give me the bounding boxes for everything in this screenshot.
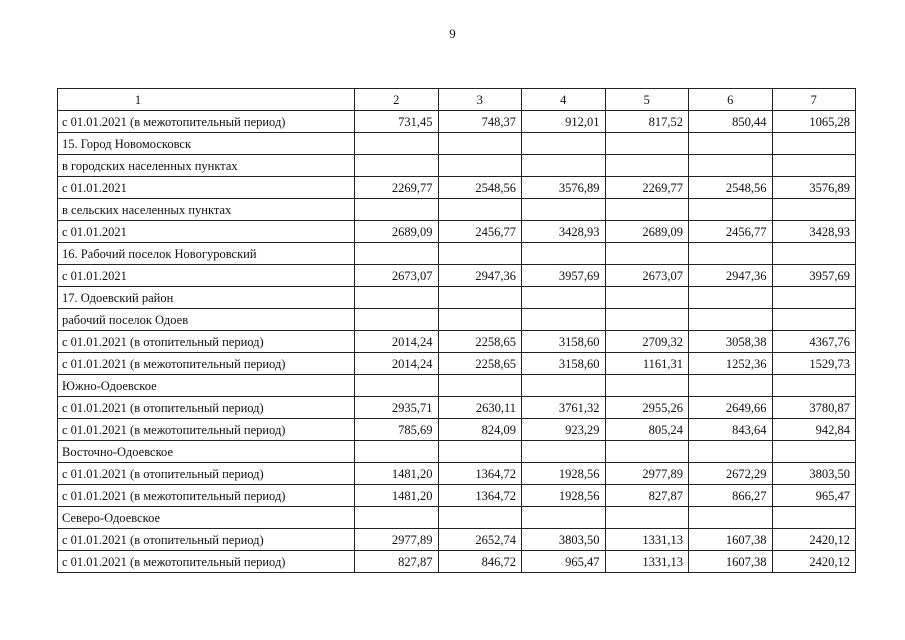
value-cell: 2652,74	[438, 529, 522, 551]
value-cell: 846,72	[438, 551, 522, 573]
tariff-table	[57, 88, 856, 573]
row-label-cell: с 01.01.2021	[58, 265, 355, 287]
value-cell: 4367,76	[772, 331, 856, 353]
value-cell: 1161,31	[605, 353, 689, 375]
value-cell: 1364,72	[438, 485, 522, 507]
value-cell: 2548,56	[689, 177, 773, 199]
value-cell: 1529,73	[772, 353, 856, 375]
value-cell: 912,01	[522, 111, 606, 133]
table-body	[58, 89, 856, 573]
value-cell: 3576,89	[522, 177, 606, 199]
row-label-cell: 15. Город Новомосковск	[58, 133, 355, 155]
value-cell	[438, 243, 522, 265]
value-cell: 817,52	[605, 111, 689, 133]
value-cell	[438, 199, 522, 221]
value-cell	[772, 441, 856, 463]
value-cell: 2955,26	[605, 397, 689, 419]
value-cell	[605, 441, 689, 463]
table-row	[58, 529, 856, 551]
value-cell	[689, 287, 773, 309]
value-cell: 2258,65	[438, 331, 522, 353]
table-row	[58, 309, 856, 331]
value-cell	[522, 309, 606, 331]
table-row	[58, 441, 856, 463]
value-cell	[689, 507, 773, 529]
value-cell	[689, 441, 773, 463]
value-cell: 1928,56	[522, 463, 606, 485]
value-cell	[355, 199, 439, 221]
value-cell: 731,45	[355, 111, 439, 133]
value-cell	[522, 199, 606, 221]
value-cell	[355, 375, 439, 397]
value-cell: 2269,77	[605, 177, 689, 199]
value-cell: 785,69	[355, 419, 439, 441]
value-cell: 1481,20	[355, 485, 439, 507]
value-cell: 1607,38	[689, 551, 773, 573]
table-row	[58, 177, 856, 199]
value-cell	[605, 507, 689, 529]
table-row	[58, 243, 856, 265]
value-cell: 2672,29	[689, 463, 773, 485]
value-cell: 3761,32	[522, 397, 606, 419]
value-cell: 824,09	[438, 419, 522, 441]
value-cell	[772, 287, 856, 309]
row-label-cell: с 01.01.2021 (в отопительный период)	[58, 529, 355, 551]
value-cell: 2977,89	[605, 463, 689, 485]
table-row	[58, 155, 856, 177]
value-cell: 1364,72	[438, 463, 522, 485]
value-cell: 3957,69	[522, 265, 606, 287]
value-cell: 2420,12	[772, 529, 856, 551]
value-cell	[522, 243, 606, 265]
value-cell: 2935,71	[355, 397, 439, 419]
header-cell: 1	[58, 89, 355, 111]
table-row	[58, 331, 856, 353]
value-cell: 827,87	[605, 485, 689, 507]
value-cell: 843,64	[689, 419, 773, 441]
value-cell: 2456,77	[689, 221, 773, 243]
value-cell: 2673,07	[355, 265, 439, 287]
table-row	[58, 199, 856, 221]
value-cell: 3428,93	[522, 221, 606, 243]
value-cell: 2947,36	[438, 265, 522, 287]
page-number: 9	[449, 26, 456, 41]
table-row	[58, 133, 856, 155]
table-row	[58, 507, 856, 529]
value-cell: 3158,60	[522, 331, 606, 353]
value-cell	[689, 155, 773, 177]
row-label-cell: в городских населенных пунктах	[58, 155, 355, 177]
table-row	[58, 375, 856, 397]
value-cell	[438, 441, 522, 463]
value-cell: 3957,69	[772, 265, 856, 287]
row-label-cell: 17. Одоевский район	[58, 287, 355, 309]
value-cell: 3780,87	[772, 397, 856, 419]
header-cell: 3	[438, 89, 522, 111]
value-cell: 2673,07	[605, 265, 689, 287]
value-cell	[605, 155, 689, 177]
value-cell: 1481,20	[355, 463, 439, 485]
value-cell: 2456,77	[438, 221, 522, 243]
row-label-cell: Восточно-Одоевское	[58, 441, 355, 463]
value-cell	[438, 309, 522, 331]
header-cell: 7	[772, 89, 856, 111]
value-cell	[355, 243, 439, 265]
value-cell: 2269,77	[355, 177, 439, 199]
value-cell: 1331,13	[605, 551, 689, 573]
value-cell	[522, 133, 606, 155]
value-cell	[522, 507, 606, 529]
row-label-cell: 16. Рабочий поселок Новогуровский	[58, 243, 355, 265]
value-cell	[772, 243, 856, 265]
value-cell	[355, 133, 439, 155]
row-label-cell: с 01.01.2021	[58, 221, 355, 243]
value-cell: 965,47	[772, 485, 856, 507]
table-row	[58, 551, 856, 573]
header-cell: 2	[355, 89, 439, 111]
table-row	[58, 353, 856, 375]
value-cell: 866,27	[689, 485, 773, 507]
header-cell: 5	[605, 89, 689, 111]
value-cell	[605, 243, 689, 265]
value-cell: 923,29	[522, 419, 606, 441]
table-row	[58, 463, 856, 485]
value-cell	[689, 243, 773, 265]
value-cell	[355, 507, 439, 529]
table-row	[58, 397, 856, 419]
header-cell: 4	[522, 89, 606, 111]
value-cell	[438, 133, 522, 155]
table-row	[58, 419, 856, 441]
value-cell	[605, 287, 689, 309]
value-cell: 2947,36	[689, 265, 773, 287]
table-row	[58, 111, 856, 133]
value-cell	[772, 375, 856, 397]
value-cell	[772, 133, 856, 155]
value-cell	[355, 309, 439, 331]
value-cell: 965,47	[522, 551, 606, 573]
row-label-cell: с 01.01.2021 (в межотопительный период)	[58, 419, 355, 441]
value-cell	[522, 441, 606, 463]
value-cell	[355, 441, 439, 463]
value-cell	[605, 375, 689, 397]
table-row	[58, 485, 856, 507]
value-cell: 3803,50	[522, 529, 606, 551]
value-cell: 3803,50	[772, 463, 856, 485]
value-cell: 3158,60	[522, 353, 606, 375]
row-label-cell: Северо-Одоевское	[58, 507, 355, 529]
value-cell	[438, 375, 522, 397]
value-cell	[522, 155, 606, 177]
value-cell	[355, 155, 439, 177]
table-row	[58, 287, 856, 309]
value-cell: 748,37	[438, 111, 522, 133]
row-label-cell: в сельских населенных пунктах	[58, 199, 355, 221]
value-cell	[689, 375, 773, 397]
value-cell: 3576,89	[772, 177, 856, 199]
value-cell: 2977,89	[355, 529, 439, 551]
value-cell: 827,87	[355, 551, 439, 573]
row-label-cell: рабочий поселок Одоев	[58, 309, 355, 331]
value-cell	[772, 309, 856, 331]
value-cell	[438, 287, 522, 309]
value-cell	[438, 507, 522, 529]
value-cell	[772, 155, 856, 177]
value-cell	[522, 287, 606, 309]
value-cell: 2258,65	[438, 353, 522, 375]
value-cell: 2689,09	[605, 221, 689, 243]
value-cell	[689, 199, 773, 221]
value-cell: 1607,38	[689, 529, 773, 551]
table-row	[58, 265, 856, 287]
row-label-cell: с 01.01.2021 (в отопительный период)	[58, 331, 355, 353]
value-cell: 1065,28	[772, 111, 856, 133]
value-cell	[438, 155, 522, 177]
value-cell	[522, 375, 606, 397]
value-cell: 2649,66	[689, 397, 773, 419]
value-cell: 2630,11	[438, 397, 522, 419]
value-cell: 1331,13	[605, 529, 689, 551]
row-label-cell: с 01.01.2021	[58, 177, 355, 199]
value-cell: 805,24	[605, 419, 689, 441]
value-cell: 850,44	[689, 111, 773, 133]
value-cell: 2548,56	[438, 177, 522, 199]
row-label-cell: Южно-Одоевское	[58, 375, 355, 397]
value-cell: 2014,24	[355, 353, 439, 375]
value-cell: 1252,36	[689, 353, 773, 375]
value-cell	[689, 133, 773, 155]
value-cell	[689, 309, 773, 331]
value-cell	[772, 507, 856, 529]
table-header-row	[58, 89, 856, 111]
table-row	[58, 221, 856, 243]
row-label-cell: с 01.01.2021 (в отопительный период)	[58, 463, 355, 485]
value-cell: 3428,93	[772, 221, 856, 243]
value-cell: 1928,56	[522, 485, 606, 507]
header-cell: 6	[689, 89, 773, 111]
value-cell: 2689,09	[355, 221, 439, 243]
value-cell: 2014,24	[355, 331, 439, 353]
value-cell	[605, 199, 689, 221]
row-label-cell: с 01.01.2021 (в межотопительный период)	[58, 551, 355, 573]
value-cell	[772, 199, 856, 221]
value-cell	[605, 309, 689, 331]
row-label-cell: с 01.01.2021 (в межотопительный период)	[58, 485, 355, 507]
value-cell	[355, 287, 439, 309]
row-label-cell: с 01.01.2021 (в межотопительный период)	[58, 353, 355, 375]
value-cell	[605, 133, 689, 155]
value-cell: 2420,12	[772, 551, 856, 573]
value-cell: 942,84	[772, 419, 856, 441]
value-cell: 3058,38	[689, 331, 773, 353]
row-label-cell: с 01.01.2021 (в отопительный период)	[58, 397, 355, 419]
row-label-cell: с 01.01.2021 (в межотопительный период)	[58, 111, 355, 133]
value-cell: 2709,32	[605, 331, 689, 353]
